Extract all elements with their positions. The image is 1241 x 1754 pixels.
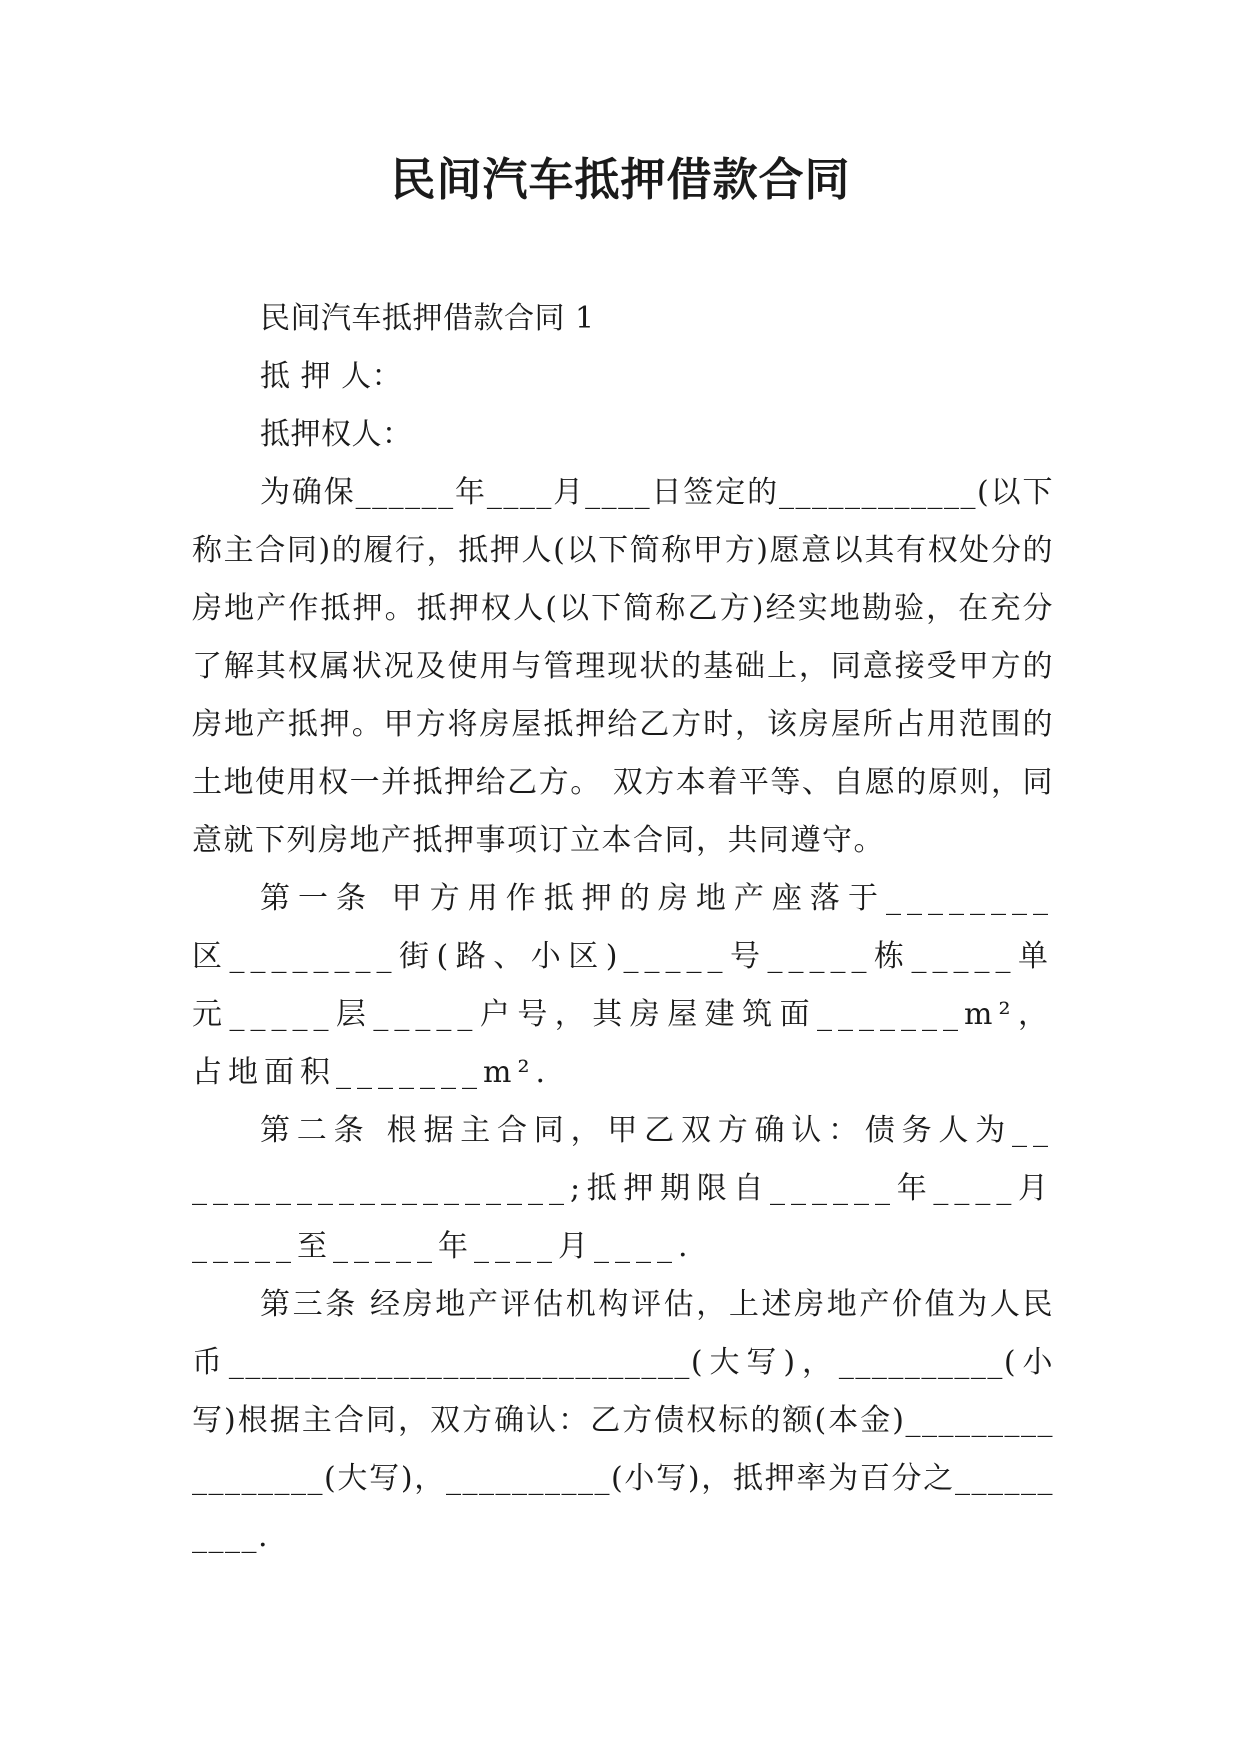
mortgagee-line: 抵押权人： <box>260 417 413 452</box>
article-3: 第三条 经房地产评估机构评估，上述房地产价值为人民币____________________________(大写)，__________(小写)根据主合同，双方确认：乙方债权标的额(本金)_________________(大写)，__________(小写)，抵押率为百分之__________. <box>192 1287 1054 1554</box>
preamble-paragraph: 为确保______年____月____日签定的____________(以下称主合同)的履行，抵押人(以下简称甲方)愿意以其有权处分的房地产作抵押。抵押权人(以下简称乙方)经实地勘验，在充分了解其权属状况及使用与管理现状的基础上，同意接受甲方的房地产抵押。甲方将房屋抵押给乙方时，该房屋所占用范围的土地使用权一并抵押给乙方。 双方本着平等、自愿的原则，同意就下列房地产抵押事项订立本合同，共同遵守。 <box>192 475 1054 858</box>
document-body <box>192 290 1054 1566</box>
document-title: 民间汽车抵押借款合同 <box>390 153 851 206</box>
article-2: 第二条 根据主合同，甲乙双方确认：债务人为____________________;抵押期限自______年____月_____至_____年____月____. <box>192 1113 1054 1264</box>
mortgagor-line: 抵 押 人： <box>260 359 403 394</box>
section-heading: 民间汽车抵押借款合同 1 <box>260 301 595 336</box>
article-1: 第一条 甲方用作抵押的房地产座落于________区________街(路、小区)_____号_____栋_____单元_____层_____户号，其房屋建筑面_______m²，占地面积_______m². <box>192 881 1054 1090</box>
